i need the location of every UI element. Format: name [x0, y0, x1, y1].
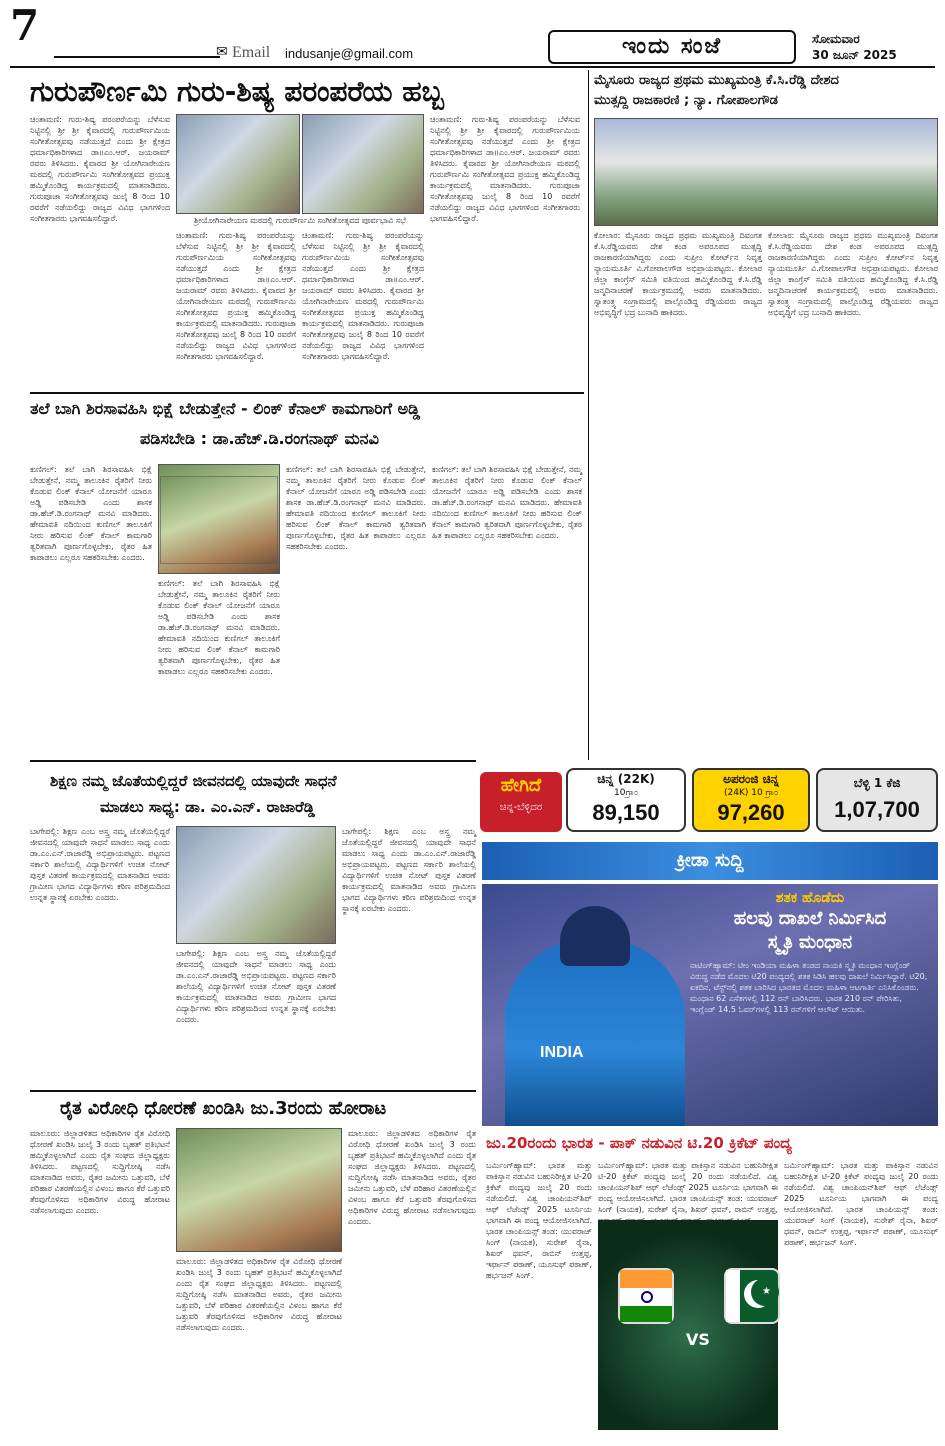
- envelope-icon: ✉: [216, 44, 228, 60]
- guru-photo-2: [302, 114, 424, 214]
- education-body-col1: ಬಾಗೇಪಲ್ಲಿ: ಶಿಕ್ಷಣ ಎಂಬ ಅಸ್ತ್ರ ನಮ್ಮ ಜೊತೆಯಲ್ಲಿದ್ದರೆ ಜೀವನದಲ್ಲಿ ಯಾವುದೇ ಸಾಧನೆ ಮಾಡಲು ಸಾಧ್ಯ ಎಂದು ಡಾ.ಎಂ.ಎನ್.ರಾಜಾರೆಡ್ಡಿ ಅಭಿಪ್ರಾಯಪಟ್ಟರು. ಪಟ್ಟಣದ ಸರ್ಕಾರಿ ಶಾಲೆಯಲ್ಲಿ ವಿದ್ಯಾರ್ಥಿಗಳಿಗೆ ಉಚಿತ ನೋಟ್ ಪುಸ್ತಕ ವಿತರಣೆ ಕಾರ್ಯಕ್ರಮದಲ್ಲಿ ಮಾತನಾಡಿದ ಅವರು ಗ್ರಾಮೀಣ ಭಾಗದ ವಿದ್ಯಾರ್ಥಿಗಳು ಕಠಿಣ ಪರಿಶ್ರಮದಿಂದ ಉನ್ನತ ಸ್ಥಾನಕ್ಕೆ ಏರಬೇಕು ಎಂದರು.: [30, 827, 170, 902]
- canal-photo-inset: [160, 476, 278, 564]
- farmer-headline: ರೈತ ವಿರೋಧಿ ಧೋರಣೆ ಖಂಡಿಸಿ ಜು.3ರಂದು ಹೋರಾಟ: [60, 1098, 387, 1119]
- gold-22k-label: ಚಿನ್ನ (22K): [597, 772, 655, 786]
- sports-headline-2: ಹಲವು ದಾಖಲೆ ನಿರ್ಮಿಸಿದ: [733, 908, 887, 929]
- gold-22k-unit: 10ಗ್ರಾಂ: [614, 788, 638, 798]
- indpak-body-col1: ಬರ್ಮಿಂಗ್‌ಹ್ಯಾಮ್: ಭಾರತ ಮತ್ತು ಪಾಕಿಸ್ತಾನ ನಡುವಿನ ಬಹುನಿರೀಕ್ಷಿತ ಟಿ-20 ಕ್ರಿಕೆಟ್ ಪಂದ್ಯವು ಜುಲೈ 20 ರಂದು ನಡೆಯಲಿದೆ. ವಿಶ್ವ ಚಾಂಪಿಯನ್‌ಶಿಪ್ ಆಫ್ ಲೆಜೆಂಡ್ಸ್ 2025 ಟೂರ್ನಿಯ ಭಾಗವಾಗಿ ಈ ಪಂದ್ಯ ಆಯೋಜಿಸಲಾಗಿದೆ. ಭಾರತ ಚಾಂಪಿಯನ್ಸ್ ತಂಡ: ಯುವರಾಜ್ ಸಿಂಗ್ (ನಾಯಕ), ಸುರೇಶ್ ರೈನಾ, ಶಿಖರ್ ಧವನ್, ರಾಬಿನ್ ಉತ್ತಪ್ಪ, ಇರ್ಫಾನ್ ಪಠಾಣ್, ಯೂಸುಫ್ ಪಠಾಣ್, ಹರ್ಭಜನ್ ಸಿಂಗ್.: [486, 1161, 592, 1280]
- silver-box: [816, 768, 938, 832]
- farmer-body-col1: ಮಾಲೂರು: ಜಿಲ್ಲಾಡಳಿತದ ಅಧಿಕಾರಿಗಳ ರೈತ ವಿರೋಧಿ ಧೋರಣೆ ಖಂಡಿಸಿ ಜುಲೈ 3 ರಂದು ಬೃಹತ್ ಪ್ರತಿಭಟನೆ ಹಮ್ಮಿಕೊಳ್ಳಲಾಗಿದೆ ಎಂದು ರೈತ ಸಂಘದ ಜಿಲ್ಲಾಧ್ಯಕ್ಷರು ತಿಳಿಸಿದರು. ಪಟ್ಟಣದಲ್ಲಿ ಸುದ್ದಿಗೋಷ್ಠಿ ನಡೆಸಿ ಮಾತನಾಡಿದ ಅವರು, ರೈತರ ಜಮೀನು ಒತ್ತುವರಿ, ಬೆಳೆ ಪರಿಹಾರ ವಿತರಣೆಯಲ್ಲಿನ ವಿಳಂಬ ಹಾಗೂ ಕೆರೆ ಒತ್ತುವರಿ ತೆರವುಗೊಳಿಸದ ಅಧಿಕಾರಿಗಳ ವಿರುದ್ಧ ಹೋರಾಟ ನಡೆಸಲಾಗುವುದು ಎಂದರು.: [30, 1129, 170, 1215]
- sports-banner: ಕ್ರೀಡಾ ಸುದ್ದಿ: [482, 842, 938, 880]
- indpak-graphic: [598, 1220, 778, 1430]
- farmer-body-col2: ಮಾಲೂರು: ಜಿಲ್ಲಾಡಳಿತದ ಅಧಿಕಾರಿಗಳ ರೈತ ವಿರೋಧಿ ಧೋರಣೆ ಖಂಡಿಸಿ ಜುಲೈ 3 ರಂದು ಬೃಹತ್ ಪ್ರತಿಭಟನೆ ಹಮ್ಮಿಕೊಳ್ಳಲಾಗಿದೆ ಎಂದು ರೈತ ಸಂಘದ ಜಿಲ್ಲಾಧ್ಯಕ್ಷರು ತಿಳಿಸಿದರು. ಪಟ್ಟಣದಲ್ಲಿ ಸುದ್ದಿಗೋಷ್ಠಿ ನಡೆಸಿ ಮಾತನಾಡಿದ ಅವರು, ರೈತರ ಜಮೀನು ಒತ್ತುವರಿ, ಬೆಳೆ ಪರಿಹಾರ ವಿತರಣೆಯಲ್ಲಿನ ವಿಳಂಬ ಹಾಗೂ ಕೆರೆ ಒತ್ತುವರಿ ತೆರವುಗೊಳಿಸದ ಅಧಿಕಾರಿಗಳ ವಿರುದ್ಧ ಹೋರಾಟ ನಡೆಸಲಾಗುವುದು ಎಂದರು.: [176, 1257, 342, 1332]
- masthead-day: ಸೋಮವಾರ: [812, 32, 860, 46]
- guru-photo-caption: ಶ್ರೀಯೋಗಿನಾರೇಯಣ ಮಠದಲ್ಲಿ ಗುರುಪೌರ್ಣಮಿ ಸಂಗೀತೋತ್ಸವದ ಪೂರ್ವಭಾವಿ ಸಭೆ: [194, 216, 406, 225]
- guru-body-col4: ಚಿಂತಾಮಣಿ: ಗುರು-ಶಿಷ್ಯ ಪರಂಪರೆಯನ್ನು ಬೆಳೆಸುವ ನಿಟ್ಟಿನಲ್ಲಿ ಶ್ರೀ ಶ್ರೀ ಕೈವಾರದಲ್ಲಿ ಗುರುಪೌರ್ಣಮಿಯ ಸಂಗೀತೋತ್ಸವವು ನಡೆಯುತ್ತದೆ ಎಂದು ಶ್ರೀ ಕ್ಷೇತ್ರದ ಧರ್ಮಾಧಿಕಾರಿಗಳಾದ ಡಾ॥ಎಂ.ಆರ್. ಜಯರಾಮ್ ರವರು ತಿಳಿಸಿದರು. ಕೈವಾರದ ಶ್ರೀ ಯೋಗಿನಾರೇಯಣ ಮಠದಲ್ಲಿ ಗುರುಪೌರ್ಣಮಿ ಸಂಗೀತೋತ್ಸವದ ಪ್ರಯುಕ್ತ ಹಮ್ಮಿಕೊಂಡಿದ್ದ ಕಾರ್ಯಕ್ರಮದಲ್ಲಿ ಮಾತನಾಡಿದರು. ಗುರುಪೂಜಾ ಸಂಗೀತೋತ್ಸವವು ಜುಲೈ 8 ರಿಂದ 10 ರವರೆಗೆ ನಡೆಯಲಿದ್ದು ರಾಜ್ಯದ ವಿವಿಧ ಭಾಗಗಳಿಂದ ಸಂಗೀತಗಾರರು ಭಾಗವಹಿಸಲಿದ್ದಾರೆ.: [430, 115, 580, 223]
- gold-24k-box: [692, 768, 810, 832]
- ksreddy-photo: [594, 118, 938, 226]
- sports-body: ನಾಟಿಂಗ್‌ಹ್ಯಾಮ್: ಟೀಂ ಇಂಡಿಯಾ ಮಹಿಳಾ ತಂಡದ ನಾಯಕಿ ಸ್ಮೃತಿ ಮಂಧಾನ ಇಂಗ್ಲೆಂಡ್ ವಿರುದ್ಧ ನಡೆದ ಮೊದಲ ಟಿ20 ಪಂದ್ಯದಲ್ಲಿ ಶತಕ ಸಿಡಿಸಿ ಹಲವು ದಾಖಲೆ ನಿರ್ಮಿಸಿದ್ದಾರೆ. ಟಿ20, ಏಕದಿನ, ಟೆಸ್ಟ್‌ನಲ್ಲಿ ಶತಕ ಬಾರಿಸಿದ ಭಾರತದ ಮೊದಲ ಮಹಿಳಾ ಆಟಗಾರ್ತಿ ಎನಿಸಿಕೊಂಡರು. ಮಂಧಾನ 62 ಎಸೆತಗಳಲ್ಲಿ 112 ರನ್ ಬಾರಿಸಿದರು. ಭಾರತ 210 ರನ್ ಪೇರಿಸಿತು, ಇಂಗ್ಲೆಂಡ್ 14.5 ಓವರ್‌ಗಳಲ್ಲಿ 113 ರನ್‌ಗಳಿಗೆ ಆಲೌಟ್ ಆಯಿತು.: [690, 961, 928, 1014]
- canal-headline-line2: ಪಡಿಸಬೇಡಿ : ಡಾ.ಹೆಚ್.ಡಿ.ರಂಗನಾಥ್ ಮನವಿ: [140, 429, 379, 448]
- indpak-body-col2: ಬರ್ಮಿಂಗ್‌ಹ್ಯಾಮ್: ಭಾರತ ಮತ್ತು ಪಾಕಿಸ್ತಾನ ನಡುವಿನ ಬಹುನಿರೀಕ್ಷಿತ ಟಿ-20 ಕ್ರಿಕೆಟ್ ಪಂದ್ಯವು ಜುಲೈ 20 ರಂದು ನಡೆಯಲಿದೆ. ವಿಶ್ವ ಚಾಂಪಿಯನ್‌ಶಿಪ್ ಆಫ್ ಲೆಜೆಂಡ್ಸ್ 2025 ಟೂರ್ನಿಯ ಭಾಗವಾಗಿ ಈ ಪಂದ್ಯ ಆಯೋಜಿಸಲಾಗಿದೆ. ಭಾರತ ಚಾಂಪಿಯನ್ಸ್ ತಂಡ: ಯುವರಾಜ್ ಸಿಂಗ್ (ನಾಯಕ), ಸುರೇಶ್ ರೈನಾ, ಶಿಖರ್ ಧವನ್, ರಾಬಿನ್ ಉತ್ತಪ್ಪ,: [598, 1161, 778, 1214]
- email-address[interactable]: indusanje@gmail.com: [285, 46, 414, 61]
- jersey-text: INDIA: [540, 1044, 584, 1061]
- masthead-date: 30 ಜೂನ್ 2025: [812, 48, 897, 62]
- price-logo-subtitle: ಚಿನ್ನ-ಬೆಳ್ಳಿದರ: [499, 802, 543, 813]
- gold-24k-unit: (24K) 10 ಗ್ರಾಂ: [724, 788, 778, 798]
- canal-body-col4: ಕುಣಿಗಲ್: ತಲೆ ಬಾಗಿ ಶಿರಸಾವಹಿಸಿ ಭಿಕ್ಷೆ ಬೇಡುತ್ತೇನೆ, ನಮ್ಮ ತಾಲೂಕಿನ ರೈತರಿಗೆ ನೀರು ಕೊಡುವ ಲಿಂಕ್ ಕೆನಾಲ್ ಯೋಜನೆಗೆ ಯಾರೂ ಅಡ್ಡಿ ಪಡಿಸಬೇಡಿ ಎಂದು ಶಾಸಕ ಡಾ.ಹೆಚ್.ಡಿ.ರಂಗನಾಥ್ ಮನವಿ ಮಾಡಿದರು. ಹೇಮಾವತಿ ನದಿಯಿಂದ ಕುಣಿಗಲ್ ತಾಲೂಕಿಗೆ ನೀರು ಹರಿಸುವ ಲಿಂಕ್ ಕೆನಾಲ್ ಕಾಮಗಾರಿ ತ್ವರಿತವಾಗಿ ಪೂರ್ಣಗೊಳ್ಳಬೇಕು, ರೈತರ ಹಿತ ಕಾಪಾಡಲು ಎಲ್ಲರೂ ಸಹಕರಿಸಬೇಕು ಎಂದರು.: [432, 465, 582, 540]
- farmer-body-col3: ಮಾಲೂರು: ಜಿಲ್ಲಾಡಳಿತದ ಅಧಿಕಾರಿಗಳ ರೈತ ವಿರೋಧಿ ಧೋರಣೆ ಖಂಡಿಸಿ ಜುಲೈ 3 ರಂದು ಬೃಹತ್ ಪ್ರತಿಭಟನೆ ಹಮ್ಮಿಕೊಳ್ಳಲಾಗಿದೆ ಎಂದು ರೈತ ಸಂಘದ ಜಿಲ್ಲಾಧ್ಯಕ್ಷರು ತಿಳಿಸಿದರು. ಪಟ್ಟಣದಲ್ಲಿ ಸುದ್ದಿಗೋಷ್ಠಿ ನಡೆಸಿ ಮಾತನಾಡಿದ ಅವರು, ರೈತರ ಜಮೀನು ಒತ್ತುವರಿ, ಬೆಳೆ ಪರಿಹಾರ ವಿತರಣೆಯಲ್ಲಿನ ವಿಳಂಬ ಹಾಗೂ ಕೆರೆ ಒತ್ತುವರಿ ತೆರವುಗೊಳಿಸದ ಅಧಿಕಾರಿಗಳ ವಿರುದ್ಧ ಹೋರಾಟ ನಡೆಸಲಾಗುವುದು ಎಂದರು.: [348, 1129, 476, 1226]
- gold-22k-box: [566, 768, 686, 832]
- sports-headline-3: ಸ್ಮೃತಿ ಮಂಧಾನ: [767, 932, 853, 953]
- education-photo: [176, 826, 336, 944]
- masthead-rule: [54, 56, 220, 58]
- canal-body-col3: ಕುಣಿಗಲ್: ತಲೆ ಬಾಗಿ ಶಿರಸಾವಹಿಸಿ ಭಿಕ್ಷೆ ಬೇಡುತ್ತೇನೆ, ನಮ್ಮ ತಾಲೂಕಿನ ರೈತರಿಗೆ ನೀರು ಕೊಡುವ ಲಿಂಕ್ ಕೆನಾಲ್ ಯೋಜನೆಗೆ ಯಾರೂ ಅಡ್ಡಿ ಪಡಿಸಬೇಡಿ ಎಂದು ಶಾಸಕ ಡಾ.ಹೆಚ್.ಡಿ.ರಂಗನಾಥ್ ಮನವಿ ಮಾಡಿದರು. ಹೇಮಾವತಿ ನದಿಯಿಂದ ಕುಣಿಗಲ್ ತಾಲೂಕಿಗೆ ನೀರು ಹರಿಸುವ ಲಿಂಕ್ ಕೆನಾಲ್ ಕಾಮಗಾರಿ ತ್ವರಿತವಾಗಿ ಪೂರ್ಣಗೊಳ್ಳಬೇಕು, ರೈತರ ಹಿತ ಕಾಪಾಡಲು ಎಲ್ಲರೂ ಸಹಕರಿಸಬೇಕು ಎಂದರು.: [286, 465, 426, 551]
- farmer-photo: [176, 1128, 342, 1252]
- education-body-col3: ಬಾಗೇಪಲ್ಲಿ: ಶಿಕ್ಷಣ ಎಂಬ ಅಸ್ತ್ರ ನಮ್ಮ ಜೊತೆಯಲ್ಲಿದ್ದರೆ ಜೀವನದಲ್ಲಿ ಯಾವುದೇ ಸಾಧನೆ ಮಾಡಲು ಸಾಧ್ಯ ಎಂದು ಡಾ.ಎಂ.ಎನ್.ರಾಜಾರೆಡ್ಡಿ ಅಭಿಪ್ರಾಯಪಟ್ಟರು. ಪಟ್ಟಣದ ಸರ್ಕಾರಿ ಶಾಲೆಯಲ್ಲಿ ವಿದ್ಯಾರ್ಥಿಗಳಿಗೆ ಉಚಿತ ನೋಟ್ ಪುಸ್ತಕ ವಿತರಣೆ ಕಾರ್ಯಕ್ರಮದಲ್ಲಿ ಮಾತನಾಡಿದ ಅವರು ಗ್ರಾಮೀಣ ಭಾಗದ ವಿದ್ಯಾರ್ಥಿಗಳು ಕಠಿಣ ಪರಿಶ್ರಮದಿಂದ ಉನ್ನತ ಸ್ಥಾನಕ್ಕೆ ಏರಬೇಕು ಎಂದರು.: [342, 827, 476, 913]
- price-logo-title: ಹೇಗಿದೆ: [500, 775, 542, 796]
- guru-body-col1: ಚಿಂತಾಮಣಿ: ಗುರು-ಶಿಷ್ಯ ಪರಂಪರೆಯನ್ನು ಬೆಳೆಸುವ ನಿಟ್ಟಿನಲ್ಲಿ ಶ್ರೀ ಶ್ರೀ ಕೈವಾರದಲ್ಲಿ ಗುರುಪೌರ್ಣಮಿಯ ಸಂಗೀತೋತ್ಸವವು ನಡೆಯುತ್ತದೆ ಎಂದು ಶ್ರೀ ಕ್ಷೇತ್ರದ ಧರ್ಮಾಧಿಕಾರಿಗಳಾದ ಡಾ॥ಎಂ.ಆರ್. ಜಯರಾಮ್ ರವರು ತಿಳಿಸಿದರು. ಕೈವಾರದ ಶ್ರೀ ಯೋಗಿನಾರೇಯಣ ಮಠದಲ್ಲಿ ಗುರುಪೌರ್ಣಮಿ ಸಂಗೀತೋತ್ಸವದ ಪ್ರಯುಕ್ತ ಹಮ್ಮಿಕೊಂಡಿದ್ದ ಕಾರ್ಯಕ್ರಮದಲ್ಲಿ ಮಾತನಾಡಿದರು. ಗುರುಪೂಜಾ ಸಂಗೀತೋತ್ಸವವು ಜುಲೈ 8 ರಿಂದ 10 ರವರೆಗೆ ನಡೆಯಲಿದ್ದು ರಾಜ್ಯದ ವಿವಿಧ ಭಾಗಗಳಿಂದ ಸಂಗೀತಗಾರರು ಭಾಗವಹಿಸಲಿದ್ದಾರೆ.: [30, 115, 170, 223]
- canal-body-col2: ಕುಣಿಗಲ್: ತಲೆ ಬಾಗಿ ಶಿರಸಾವಹಿಸಿ ಭಿಕ್ಷೆ ಬೇಡುತ್ತೇನೆ, ನಮ್ಮ ತಾಲೂಕಿನ ರೈತರಿಗೆ ನೀರು ಕೊಡುವ ಲಿಂಕ್ ಕೆನಾಲ್ ಯೋಜನೆಗೆ ಯಾರೂ ಅಡ್ಡಿ ಪಡಿಸಬೇಡಿ ಎಂದು ಶಾಸಕ ಡಾ.ಹೆಚ್.ಡಿ.ರಂಗನಾಥ್ ಮನವಿ ಮಾಡಿದರು. ಹೇಮಾವತಿ ನದಿಯಿಂದ ಕುಣಿಗಲ್ ತಾಲೂಕಿಗೆ ನೀರು ಹರಿಸುವ ಲಿಂಕ್ ಕೆನಾಲ್ ಕಾಮಗಾರಿ ತ್ವರಿತವಾಗಿ ಪೂರ್ಣಗೊಳ್ಳಬೇಕು, ರೈತರ ಹಿತ ಕಾಪಾಡಲು ಎಲ್ಲರೂ ಸಹಕರಿಸಬೇಕು ಎಂದರು.: [158, 579, 280, 676]
- divider: [30, 1090, 476, 1092]
- ksreddy-body-col2: ಕೋಲಾರ: ಮೈಸೂರು ರಾಜ್ಯದ ಪ್ರಥಮ ಮುಖ್ಯಮಂತ್ರಿ ದಿವಂಗತ ಕೆ.ಸಿ.ರೆಡ್ಡಿಯವರು ದೇಶ ಕಂಡ ಅಪರೂಪದ ಮುತ್ಸದ್ದಿ ರಾಜಕಾರಣಿಯಾಗಿದ್ದರು ಎಂದು ಸುಪ್ರೀಂ ಕೋರ್ಟ್‌ನ ನಿವೃತ್ತ ನ್ಯಾಯಮೂರ್ತಿ ವಿ.ಗೋಪಾಲಗೌಡ ಅಭಿಪ್ರಾಯಪಟ್ಟರು. ಕೋಲಾರ ಜಿಲ್ಲಾ ಕಾಂಗ್ರೆಸ್ ಸಮಿತಿ ವತಿಯಿಂದ ಹಮ್ಮಿಕೊಂಡಿದ್ದ ಕೆ.ಸಿ.ರೆಡ್ಡಿ ಜನ್ಮದಿನಾಚರಣೆ ಕಾರ್ಯಕ್ರಮದಲ್ಲಿ ಅವರು ಮಾತನಾಡಿದರು. ಸ್ವಾತಂತ್ರ್ಯ ಸಂಗ್ರಾಮದಲ್ಲಿ ಪಾಲ್ಗೊಂಡಿದ್ದ ರೆಡ್ಡಿಯವರು ರಾಜ್ಯದ ಅಭಿವೃದ್ಧಿಗೆ ಭದ್ರ ಬುನಾದಿ ಹಾಕಿದರು.: [768, 231, 938, 317]
- gold-24k-label: ಅಪರಂಜಿ ಚಿನ್ನ: [723, 772, 779, 786]
- indpak-headline: ಜು.20ರಂದು ಭಾರತ - ಪಾಕ್ ನಡುವಿನ ಟಿ.20 ಕ್ರಿಕೆಟ್ ಪಂದ್ಯ: [486, 1134, 792, 1152]
- guru-body-col2: ಚಿಂತಾಮಣಿ: ಗುರು-ಶಿಷ್ಯ ಪರಂಪರೆಯನ್ನು ಬೆಳೆಸುವ ನಿಟ್ಟಿನಲ್ಲಿ ಶ್ರೀ ಶ್ರೀ ಕೈವಾರದಲ್ಲಿ ಗುರುಪೌರ್ಣಮಿಯ ಸಂಗೀತೋತ್ಸವವು ನಡೆಯುತ್ತದೆ ಎಂದು ಶ್ರೀ ಕ್ಷೇತ್ರದ ಧರ್ಮಾಧಿಕಾರಿಗಳಾದ ಡಾ॥ಎಂ.ಆರ್. ಜಯರಾಮ್ ರವರು ತಿಳಿಸಿದರು. ಕೈವಾರದ ಶ್ರೀ ಯೋಗಿನಾರೇಯಣ ಮಠದಲ್ಲಿ ಗುರುಪೌರ್ಣಮಿ ಸಂಗೀತೋತ್ಸವದ ಪ್ರಯುಕ್ತ ಹಮ್ಮಿಕೊಂಡಿದ್ದ ಕಾರ್ಯಕ್ರಮದಲ್ಲಿ ಮಾತನಾಡಿದರು. ಗುರುಪೂಜಾ ಸಂಗೀತೋತ್ಸವವು ಜುಲೈ 8 ರಿಂದ 10 ರವರೆಗೆ ನಡೆಯಲಿದ್ದು ರಾಜ್ಯದ ವಿವಿಧ ಭಾಗಗಳಿಂದ ಸಂಗೀತಗಾರರು ಭಾಗವಹಿಸಲಿದ್ದಾರೆ.: [176, 231, 296, 361]
- gold-22k-value: 89,150: [592, 800, 660, 825]
- ksreddy-body-col1: ಕೋಲಾರ: ಮೈಸೂರು ರಾಜ್ಯದ ಪ್ರಥಮ ಮುಖ್ಯಮಂತ್ರಿ ದಿವಂಗತ ಕೆ.ಸಿ.ರೆಡ್ಡಿಯವರು ದೇಶ ಕಂಡ ಅಪರೂಪದ ಮುತ್ಸದ್ದಿ ರಾಜಕಾರಣಿಯಾಗಿದ್ದರು ಎಂದು ಸುಪ್ರೀಂ ಕೋರ್ಟ್‌ನ ನಿವೃತ್ತ ನ್ಯಾಯಮೂರ್ತಿ ವಿ.ಗೋಪಾಲಗೌಡ ಅಭಿಪ್ರಾಯಪಟ್ಟರು. ಕೋಲಾರ ಜಿಲ್ಲಾ ಕಾಂಗ್ರೆಸ್ ಸಮಿತಿ ವತಿಯಿಂದ ಹಮ್ಮಿಕೊಂಡಿದ್ದ ಕೆ.ಸಿ.ರೆಡ್ಡಿ ಜನ್ಮದಿನಾಚರಣೆ ಕಾರ್ಯಕ್ರಮದಲ್ಲಿ ಅವರು ಮಾತನಾಡಿದರು. ಸ್ವಾತಂತ್ರ್ಯ ಸಂಗ್ರಾಮದಲ್ಲಿ ಪಾಲ್ಗೊಂಡಿದ್ದ ರೆಡ್ಡಿಯವರು ರಾಜ್ಯದ ಅಭಿವೃದ್ಧಿಗೆ ಭದ್ರ ಬುನಾದಿ ಹಾಕಿದರು.: [594, 231, 762, 317]
- guru-photo: [176, 114, 300, 214]
- guru-body-col3: ಚಿಂತಾಮಣಿ: ಗುರು-ಶಿಷ್ಯ ಪರಂಪರೆಯನ್ನು ಬೆಳೆಸುವ ನಿಟ್ಟಿನಲ್ಲಿ ಶ್ರೀ ಶ್ರೀ ಕೈವಾರದಲ್ಲಿ ಗುರುಪೌರ್ಣಮಿಯ ಸಂಗೀತೋತ್ಸವವು ನಡೆಯುತ್ತದೆ ಎಂದು ಶ್ರೀ ಕ್ಷೇತ್ರದ ಧರ್ಮಾಧಿಕಾರಿಗಳಾದ ಡಾ॥ಎಂ.ಆರ್. ಜಯರಾಮ್ ರವರು ತಿಳಿಸಿದರು. ಕೈವಾರದ ಶ್ರೀ ಯೋಗಿನಾರೇಯಣ ಮಠದಲ್ಲಿ ಗುರುಪೌರ್ಣಮಿ ಸಂಗೀತೋತ್ಸವದ ಪ್ರಯುಕ್ತ ಹಮ್ಮಿಕೊಂಡಿದ್ದ ಕಾರ್ಯಕ್ರಮದಲ್ಲಿ ಮಾತನಾಡಿದರು. ಗುರುಪೂಜಾ ಸಂಗೀತೋತ್ಸವವು ಜುಲೈ 8 ರಿಂದ 10 ರವರೆಗೆ ನಡೆಯಲಿದ್ದು ರಾಜ್ಯದ ವಿವಿಧ ಭಾಗಗಳಿಂದ ಸಂಗೀತಗಾರರು ಭಾಗವಹಿಸಲಿದ್ದಾರೆ.: [302, 231, 424, 361]
- education-headline-line2: ಮಾಡಲು ಸಾಧ್ಯ: ಡಾ. ಎಂ.ಎನ್. ರಾಜಾರೆಡ್ಡಿ: [100, 798, 315, 816]
- masthead-bottom-rule: [10, 66, 935, 68]
- sports-headline-1: ಶತಕ ಹೊಡೆದು: [775, 890, 845, 906]
- guru-headline: ಗುರುಪೌರ್ಣಮಿ ಗುರು-ಶಿಷ್ಯ ಪರಂಪರೆಯ ಹಬ್ಬ: [30, 75, 444, 108]
- player-figure: [505, 940, 685, 1126]
- indpak-body-col3: ಬರ್ಮಿಂಗ್‌ಹ್ಯಾಮ್: ಭಾರತ ಮತ್ತು ಪಾಕಿಸ್ತಾನ ನಡುವಿನ ಬಹುನಿರೀಕ್ಷಿತ ಟಿ-20 ಕ್ರಿಕೆಟ್ ಪಂದ್ಯವು ಜುಲೈ 20 ರಂದು ನಡೆಯಲಿದೆ. ವಿಶ್ವ ಚಾಂಪಿಯನ್‌ಶಿಪ್ ಆಫ್ ಲೆಜೆಂಡ್ಸ್ 2025 ಟೂರ್ನಿಯ ಭಾಗವಾಗಿ ಈ ಪಂದ್ಯ ಆಯೋಜಿಸಲಾಗಿದೆ. ಭಾರತ ಚಾಂಪಿಯನ್ಸ್ ತಂಡ: ಯುವರಾಜ್ ಸಿಂಗ್ (ನಾಯಕ), ಸುರೇಶ್ ರೈನಾ, ಶಿಖರ್ ಧವನ್, ರಾಬಿನ್ ಉತ್ತಪ್ಪ, ಇರ್ಫಾನ್ ಪಠಾಣ್, ಯೂಸುಫ್ ಪಠಾಣ್, ಹರ್ಭಜನ್ ಸಿಂಗ್.: [784, 1161, 938, 1247]
- silver-label: ಬೆಳ್ಳಿ 1 ಕೆಜಿ: [853, 776, 901, 790]
- gold-24k-value: 97,260: [717, 800, 785, 825]
- canal-body-col1: ಕುಣಿಗಲ್: ತಲೆ ಬಾಗಿ ಶಿರಸಾವಹಿಸಿ ಭಿಕ್ಷೆ ಬೇಡುತ್ತೇನೆ, ನಮ್ಮ ತಾಲೂಕಿನ ರೈತರಿಗೆ ನೀರು ಕೊಡುವ ಲಿಂಕ್ ಕೆನಾಲ್ ಯೋಜನೆಗೆ ಯಾರೂ ಅಡ್ಡಿ ಪಡಿಸಬೇಡಿ ಎಂದು ಶಾಸಕ ಡಾ.ಹೆಚ್.ಡಿ.ರಂಗನಾಥ್ ಮನವಿ ಮಾಡಿದರು. ಹೇಮಾವತಿ ನದಿಯಿಂದ ಕುಣಿಗಲ್ ತಾಲೂಕಿಗೆ ನೀರು ಹರಿಸುವ ಲಿಂಕ್ ಕೆನಾಲ್ ಕಾಮಗಾರಿ ತ್ವರಿತವಾಗಿ ಪೂರ್ಣಗೊಳ್ಳಬೇಕು, ರೈತರ ಹಿತ ಕಾಪಾಡಲು ಎಲ್ಲರೂ ಸಹಕರಿಸಬೇಕು ಎಂದರು.: [30, 465, 152, 562]
- email-label: Email: [232, 44, 271, 61]
- ksreddy-headline-line2: ಮುತ್ಸದ್ದಿ ರಾಜಕಾರಣಿ ; ನ್ಯಾ. ಗೋಪಾಲಗೌಡ: [594, 93, 778, 108]
- education-headline-line1: ಶಿಕ್ಷಣ ನಮ್ಮ ಜೊತೆಯಲ್ಲಿದ್ದರೆ ಜೀವನದಲ್ಲಿ ಯಾವುದೇ ಸಾಧನೆ: [50, 772, 337, 790]
- india-flag-icon: [618, 1268, 674, 1324]
- page-number: 7: [10, 1, 40, 50]
- pakistan-flag-icon: ★: [724, 1268, 780, 1324]
- column-divider: [588, 70, 589, 760]
- divider: [30, 392, 584, 394]
- education-body-col2: ಬಾಗೇಪಲ್ಲಿ: ಶಿಕ್ಷಣ ಎಂಬ ಅಸ್ತ್ರ ನಮ್ಮ ಜೊತೆಯಲ್ಲಿದ್ದರೆ ಜೀವನದಲ್ಲಿ ಯಾವುದೇ ಸಾಧನೆ ಮಾಡಲು ಸಾಧ್ಯ ಎಂದು ಡಾ.ಎಂ.ಎನ್.ರಾಜಾರೆಡ್ಡಿ ಅಭಿಪ್ರಾಯಪಟ್ಟರು. ಪಟ್ಟಣದ ಸರ್ಕಾರಿ ಶಾಲೆಯಲ್ಲಿ ವಿದ್ಯಾರ್ಥಿಗಳಿಗೆ ಉಚಿತ ನೋಟ್ ಪುಸ್ತಕ ವಿತರಣೆ ಕಾರ್ಯಕ್ರಮದಲ್ಲಿ ಮಾತನಾಡಿದ ಅವರು ಗ್ರಾಮೀಣ ಭಾಗದ ವಿದ್ಯಾರ್ಥಿಗಳು ಕಠಿಣ ಪರಿಶ್ರಮದಿಂದ ಉನ್ನತ ಸ್ಥಾನಕ್ಕೆ ಏರಬೇಕು ಎಂದರು.: [176, 949, 336, 1024]
- vs-label: VS: [686, 1330, 710, 1349]
- ksreddy-headline-line1: ಮೈಸೂರು ರಾಜ್ಯದ ಪ್ರಥಮ ಮುಖ್ಯಮಂತ್ರಿ ಕೆ.ಸಿ.ರೆಡ್ಡಿ ದೇಶದ: [594, 73, 839, 88]
- divider: [30, 760, 476, 762]
- newspaper-logo: ಇಂದು ಸಂಜೆ: [548, 30, 796, 64]
- price-logo: [480, 772, 562, 832]
- canal-headline-line1: ತಲೆ ಬಾಗಿ ಶಿರಸಾವಹಿಸಿ ಭಿಕ್ಷೆ ಬೇಡುತ್ತೇನೆ - ಲಿಂಕ್ ಕೆನಾಲ್ ಕಾಮಗಾರಿಗೆ ಅಡ್ಡಿ: [30, 399, 421, 418]
- silver-value: 1,07,700: [834, 797, 920, 822]
